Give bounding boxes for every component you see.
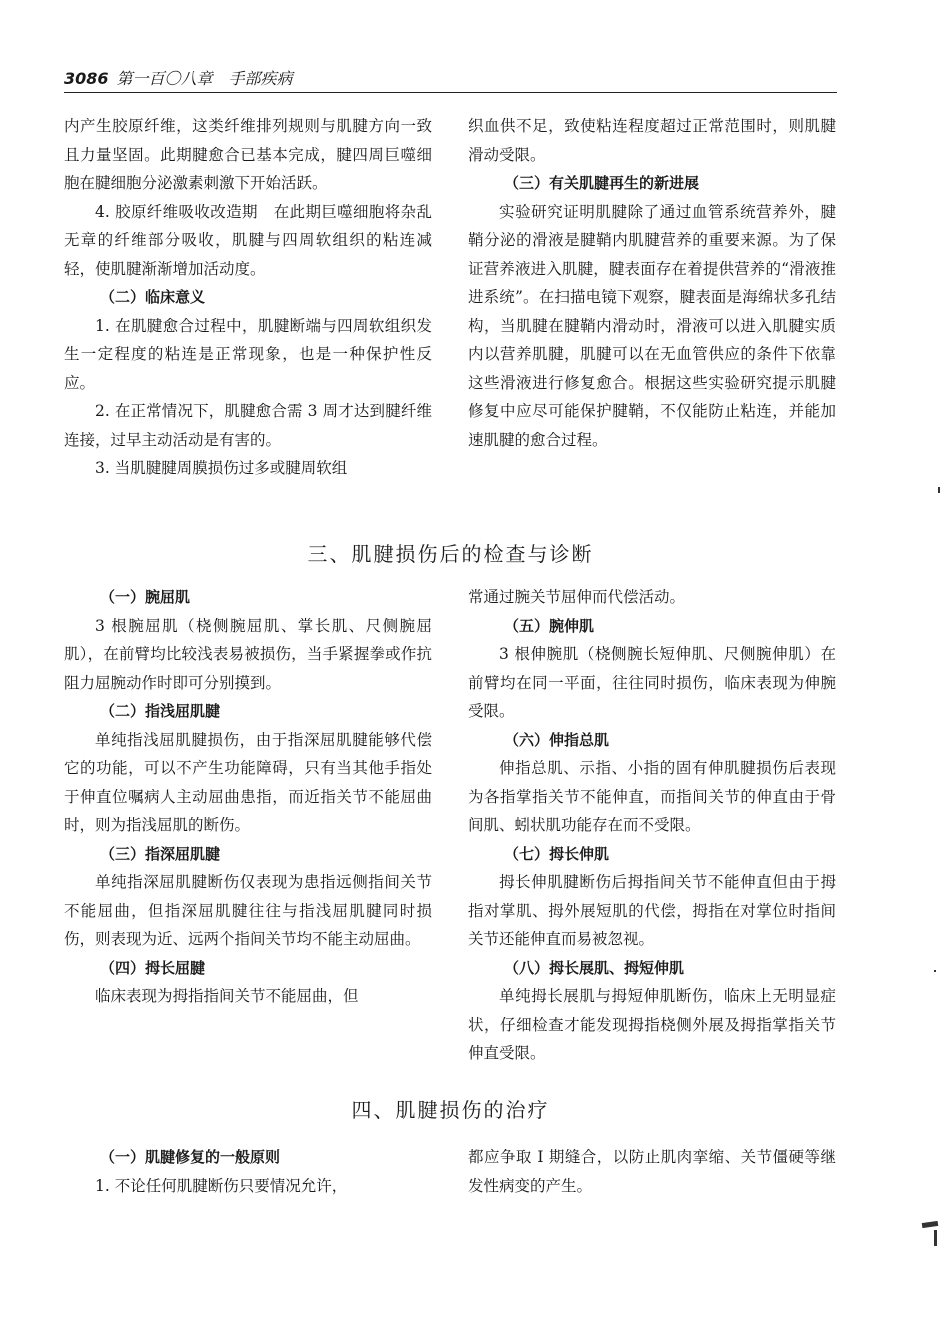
subsection-heading: （七）拇长伸肌 [504,844,610,863]
column-left-block3 [64,1143,432,1200]
chapter-title: 第一百〇八章 手部疾病 [116,69,293,88]
column-right-block1 [468,112,836,454]
subsection-heading: （四）拇长屈腱 [100,958,206,977]
scan-smudge [922,1221,939,1228]
subsection-heading: （二）指浅屈肌腱 [100,702,221,720]
subsection-heading: （八）拇长展肌、拇短伸肌 [504,958,685,977]
paragraph: 4. 胶原纤维吸收改造期 在此期巨噬细胞将杂乱无章的纤维部分吸收，肌腱与四周软组织的粘连减轻，使肌腱渐渐增加活动度。 [64,202,432,278]
paragraph: 单纯拇长展肌与拇短伸肌断伤，临床上无明显症状，仔细检查才能发现拇指桡侧外展及拇指掌指关节伸直受限。 [468,987,836,1062]
subsection-heading: （六）伸指总肌 [504,730,610,749]
paragraph: 3. 当肌腱腱周膜损伤过多或腱周软组 [95,459,348,477]
scan-speck [934,970,936,972]
subsection-heading: （三）指深屈肌腱 [100,844,221,863]
running-head [64,66,837,90]
page-number: 3086 [64,69,109,88]
paragraph: 单纯指浅屈肌腱损伤，由于指深屈肌腱能够代偿它的功能，可以不产生功能障碍，只有当其他手指处于伸直位嘱病人主动屈曲患指，而近指关节不能屈曲时，则为指浅屈肌的断伤。 [64,730,432,834]
subsection-heading: （三）有关肌腱再生的新进展 [504,174,700,192]
scan-speck [938,487,940,493]
section-heading-4: 四、肌腱损伤的治疗 [351,1098,550,1122]
paragraph: 织血供不足，致使粘连程度超过正常范围时，则肌腱滑动受限。 [468,117,836,164]
paragraph: 都应争取 I 期缝合，以防止肌肉挛缩、关节僵硬等继发性病变的产生。 [468,1148,836,1195]
paragraph: 2. 在正常情况下，肌腱愈合需 3 周才达到腱纤维连接，过早主动活动是有害的。 [64,402,432,449]
column-left-block1 [64,112,432,483]
scan-smudge [934,1230,937,1246]
paragraph: 3 根腕屈肌（桡侧腕屈肌、掌长肌、尺侧腕屈肌），在前臂均比较浅表易被损伤，当手紧握拳或作抗阻力屈腕动作时即可分别摸到。 [64,616,432,692]
paragraph: 常通过腕关节屈伸而代偿活动。 [468,588,686,606]
paragraph: 实验研究证明肌腱除了通过血管系统营养外，腱鞘分泌的滑液是腱鞘内肌腱营养的重要来源。为了保证营养液进入肌腱，腱表面存在着提供营养的“滑液推进系统”。在扫描电镜下观察，腱表面是海绵状多孔结构，当肌腱在腱鞘内滑动时，滑液可以进入肌腱实质内以营养肌腱，肌腱可以在无血管供应的条件下依靠这些滑液进行修复愈合。根据这些实验研究提示肌腱修复中应尽可能保护腱鞘，不仅能防止粘连，并能加速肌腱的愈合过程。 [468,202,836,449]
paragraph: 伸指总肌、示指、小指的固有伸肌腱损伤后表现为各指掌指关节不能伸直，而指间关节的伸直由于骨间肌、蚓状肌功能存在而不受限。 [468,759,836,834]
subsection-heading: （二）临床意义 [100,288,206,306]
paragraph: 1. 不论任何肌腱断伤只要情况允许， [95,1176,348,1195]
column-right-block3 [468,1143,836,1200]
paragraph: 3 根伸腕肌（桡侧腕长短伸肌、尺侧腕伸肌）在前臂均在同一平面，往往同时损伤，临床表现为伸腕受限。 [468,645,836,720]
column-left-block2 [64,583,432,1011]
column-right-block2 [468,583,836,1068]
paragraph: 内产生胶原纤维，这类纤维排列规则与肌腱方向一致且力量坚固。此期腱愈合已基本完成，腱四周巨噬细胞在腱细胞分泌激素刺激下开始活跃。 [64,117,432,192]
paragraph: 拇长伸肌腱断伤后拇指间关节不能伸直但由于拇指对掌肌、拇外展短肌的代偿，拇指在对掌位时指间关节还能伸直而易被忽视。 [468,873,836,948]
paragraph: 1. 在肌腱愈合过程中，肌腱断端与四周软组织发生一定程度的粘连是正常现象，也是一种保护性反应。 [64,316,432,392]
subsection-heading: （一）腕屈肌 [100,588,191,606]
paragraph: 单纯指深屈肌腱断伤仅表现为患指远侧指间关节不能屈曲，但指深屈肌腱往往与指浅屈肌腱同时损伤，则表现为近、远两个指间关节均不能主动屈曲。 [64,873,432,948]
subsection-heading: （一）肌腱修复的一般原则 [100,1148,281,1166]
paragraph: 临床表现为拇指指间关节不能屈曲，但 [95,987,359,1005]
subsection-heading: （五）腕伸肌 [504,616,595,635]
header-rule [64,92,837,93]
section-heading-3: 三、肌腱损伤后的检查与诊断 [307,542,594,566]
